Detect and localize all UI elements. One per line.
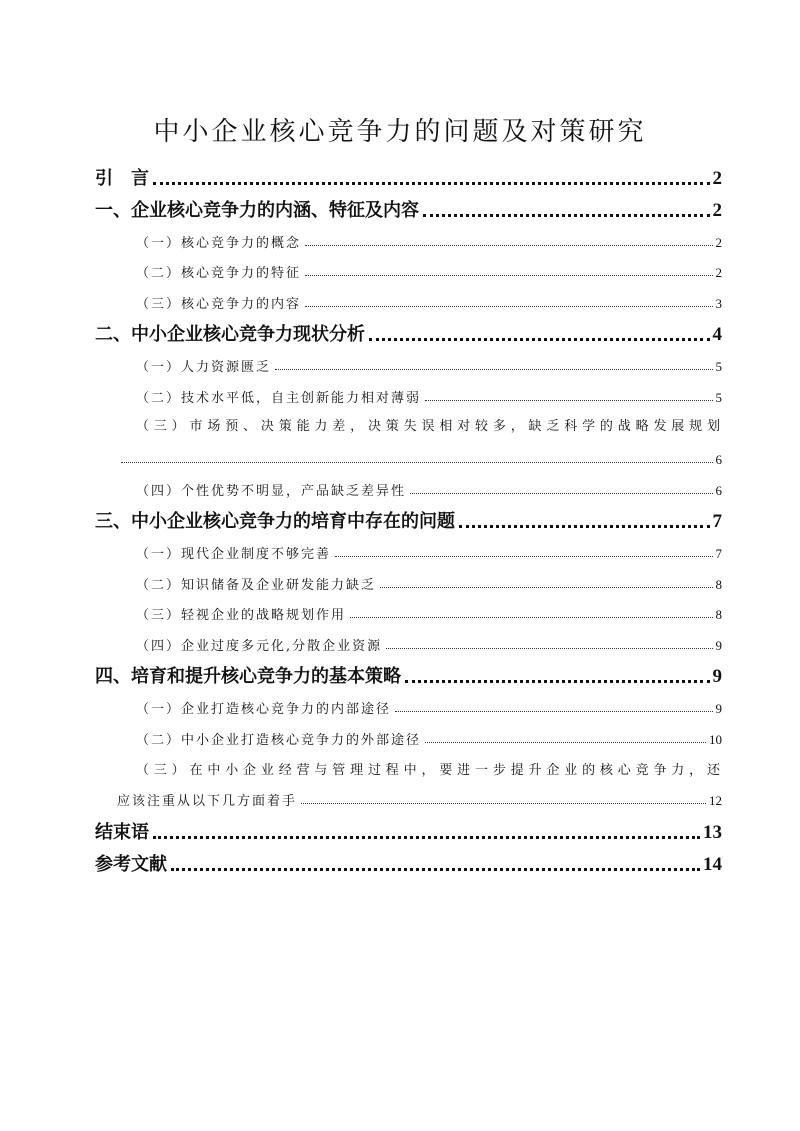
toc-page-number: 7 — [715, 546, 722, 561]
toc-page-number: 6 — [715, 483, 722, 498]
toc-page-number: 13 — [703, 822, 722, 843]
dot-leader — [405, 680, 710, 683]
toc-entry-section-3-2[interactable] — [136, 573, 722, 593]
toc-page-number: 9 — [715, 701, 722, 716]
toc-entry-section-4-1[interactable] — [136, 697, 722, 717]
toc-entry-label: 四、培育和提升核心竞争力的基本策略 — [95, 666, 401, 687]
toc-page-number: 10 — [709, 732, 722, 747]
toc-page-number: 2 — [712, 200, 722, 221]
dot-leader — [153, 182, 710, 185]
toc-page-number: 4 — [712, 324, 722, 345]
toc-entry-section-3-4[interactable] — [136, 634, 722, 654]
dot-leader — [305, 275, 712, 276]
dot-leader — [395, 711, 712, 712]
toc-entry-section-1-1[interactable] — [136, 231, 722, 251]
dot-leader — [380, 587, 712, 588]
toc-entry-label: 二、中小企业核心竞争力现状分析 — [95, 324, 365, 345]
toc-entry-label: （二）核心竞争力的特征 — [136, 266, 302, 281]
toc-entry-section-2-1[interactable] — [136, 355, 722, 375]
dot-leader — [459, 525, 710, 528]
toc-entry-label: 应该注重从以下几方面着手 — [117, 794, 298, 809]
toc-entry-section-4-3-continuation[interactable] — [117, 789, 722, 809]
dot-leader — [350, 617, 712, 618]
toc-page-number: 12 — [709, 793, 722, 808]
dot-leader — [335, 556, 712, 557]
toc-entry-section-1-3[interactable] — [136, 292, 722, 312]
toc-entry-section-3[interactable] — [95, 507, 722, 533]
toc-page-number: 3 — [715, 296, 722, 311]
toc-entry-label: （一）企业打造核心竞争力的内部途径 — [136, 702, 392, 717]
toc-entry-section-2-4[interactable] — [136, 479, 722, 499]
dot-leader — [301, 803, 706, 804]
toc-entry-label: 一、企业核心竞争力的内涵、特征及内容 — [95, 200, 419, 221]
dot-leader — [305, 306, 712, 307]
toc-page-number: 2 — [715, 235, 722, 250]
toc-entry-section-2-3[interactable]: （三）市场预、决策能力差，决策失误相对较多，缺乏科学的战略发展规划 — [136, 419, 722, 434]
toc-entry-label: （三）核心竞争力的内容 — [136, 297, 302, 312]
page-title: 中小企业核心竞争力的问题及对策研究 — [153, 117, 647, 147]
dot-leader — [305, 245, 712, 246]
toc-page-number: 2 — [715, 265, 722, 280]
dot-leader — [410, 493, 712, 494]
toc-entry-label: 参考文献 — [95, 854, 167, 875]
toc-page-number: 9 — [715, 638, 722, 653]
toc-entry-label: 引 言 — [95, 168, 149, 189]
dot-leader — [425, 400, 712, 401]
toc-entry-label: （一）人力资源匮乏 — [136, 360, 272, 375]
toc-entry-section-4[interactable] — [95, 662, 722, 688]
toc-entry-section-3-3[interactable] — [136, 603, 722, 623]
toc-page-number: 5 — [715, 359, 722, 374]
toc-entry-label: （一）核心竞争力的概念 — [136, 236, 302, 251]
dot-leader — [153, 836, 700, 839]
dot-leader — [386, 648, 712, 649]
toc-entry-section-1[interactable] — [95, 196, 722, 222]
dot-leader — [121, 462, 713, 463]
dot-leader — [425, 742, 706, 743]
toc-page-number: 8 — [715, 607, 722, 622]
toc-page-number: 7 — [712, 511, 722, 532]
toc-entry-references[interactable] — [95, 850, 722, 876]
toc-entry-section-2-2[interactable] — [136, 386, 722, 406]
toc-entry-intro[interactable] — [95, 164, 722, 190]
toc-entry-label: （二）技术水平低，自主创新能力相对薄弱 — [136, 391, 422, 406]
toc-entry-conclusion[interactable] — [95, 818, 722, 844]
dot-leader — [423, 214, 710, 217]
toc-page-number: 9 — [712, 666, 722, 687]
toc-entry-label: （二）知识储备及企业研发能力缺乏 — [136, 578, 377, 593]
toc-entry-section-1-2[interactable] — [136, 261, 722, 281]
dot-leader — [369, 338, 710, 341]
dot-leader — [171, 868, 700, 871]
toc-page-number: 2 — [712, 168, 722, 189]
toc-page-number: 8 — [715, 577, 722, 592]
toc-page-number: 5 — [715, 390, 722, 405]
dot-leader — [275, 369, 712, 370]
toc-entry-section-3-1[interactable] — [136, 542, 722, 562]
toc-entry-label: （三）轻视企业的战略规划作用 — [136, 608, 347, 623]
toc-entry-label: （四）个性优势不明显，产品缺乏差异性 — [136, 484, 407, 499]
toc-entry-section-4-3[interactable]: （三）在中小企业经营与管理过程中，要进一步提升企业的核心竞争力，还 — [136, 763, 722, 778]
toc-entry-label: （四）企业过度多元化,分散企业资源 — [136, 639, 383, 654]
toc-entry-label: 结束语 — [95, 822, 149, 843]
toc-entry-section-2[interactable] — [95, 320, 722, 346]
toc-entry-label: 三、中小企业核心竞争力的培育中存在的问题 — [95, 511, 455, 532]
toc-entry-section-2-3-continuation[interactable] — [117, 448, 722, 468]
toc-page-number: 14 — [703, 854, 722, 875]
toc-page-number: 6 — [715, 452, 722, 467]
toc-entry-label: （二）中小企业打造核心竞争力的外部途径 — [136, 733, 422, 748]
toc-entry-label: （一）现代企业制度不够完善 — [136, 547, 332, 562]
toc-entry-section-4-2[interactable] — [136, 728, 722, 748]
